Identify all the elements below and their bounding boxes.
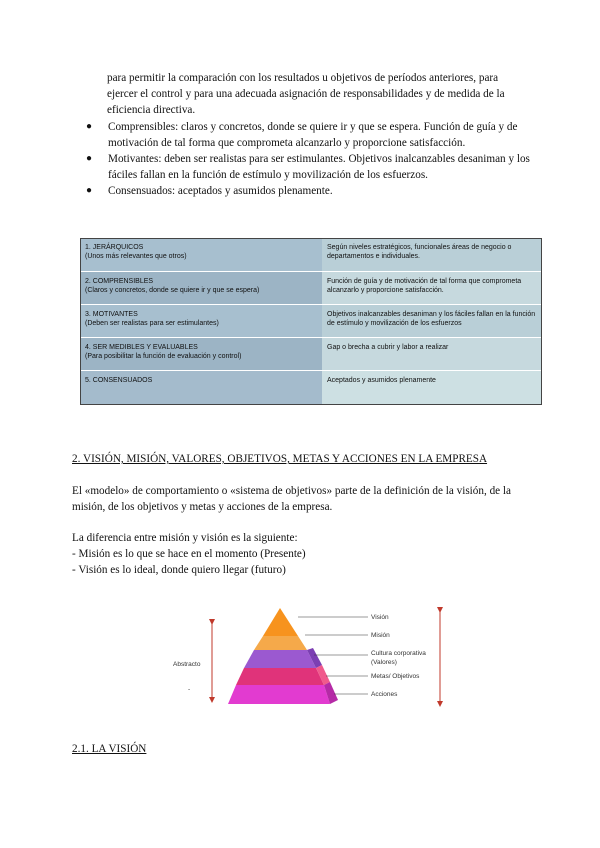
table-cell: 4. SER MEDIBLES Y EVALUABLES (Para posibilitar la función de evaluación y control) [80,337,322,370]
table-cell: Gap o brecha a cubrir y labor a realizar [322,337,542,370]
level-label: Cultura corporativa [371,650,426,657]
table-cell: Según niveles estratégicos, funcionales áreas de negocio o departamentos e individuales. [322,238,542,271]
bullet-icon: ● [86,185,93,196]
pyramid-diagram [140,600,460,720]
difference-block [72,530,532,578]
table-cell: 5. CONSENSUADOS [80,370,322,404]
bullet-icon: ● [86,121,93,132]
subsection-heading: 2.1. LA VISIÓN [72,743,147,755]
table-cell: 3. MOTIVANTES (Deben ser realistas para ser estimulantes) [80,304,322,337]
pyramid-level-cultura [244,650,316,668]
table-cell: Función de guía y de motivación de tal forma que comprometa alcanzarlo y proporcione satisfacción. [322,271,542,304]
table-cell: 1. JERÁRQUICOS (Unos más relevantes que otros) [80,238,322,271]
difference-item: - Misión es lo que se hace en el momento (Presente) [72,548,306,560]
bullet-item: ● Comprensibles: claros y concretos, donde se quiere ir y que se espera. Función de guía y de motivación de tal forma que comprometa alcanzarlo y proporcione satisfacción. [86,121,518,149]
pyramid-level-vision [263,608,298,636]
pyramid-level-metas [236,668,324,685]
level-label: Acciones [371,691,398,698]
table-cell: 2. COMPRENSIBLES (Claros y concretos, donde se quiere ir y que se espera) [80,271,322,304]
table-cell: Objetivos inalcanzables desaniman y los fáciles fallan en la función de estímulo y movilización de los esfuerzos [322,304,542,337]
table-cell: Aceptados y asumidos plenamente [322,370,542,404]
level-label: Visión [371,614,389,621]
intro-continuation: para permitir la comparación con los resultados u objetivos de períodos anteriores, para ejercer el control y para una adecuada asignación de responsabilidades y de medida de la eficiencia directiva. [107,72,505,116]
pyramid-shape [228,608,338,704]
level-label: (Valores) [371,659,397,666]
bullet-item: ● Motivantes: deben ser realistas para ser estimulantes. Objetivos inalcanzables desaniman y los fáciles fallan en la función de estímulo y movilización de los esfuerzos. [86,153,530,181]
difference-item: - Visión es lo ideal, donde quiero llegar (futuro) [72,564,286,576]
section-heading: 2. VISIÓN, MISIÓN, VALORES, OBJETIVOS, METAS Y ACCIONES EN LA EMPRESA [72,453,488,465]
level-label: Misión [371,632,390,639]
bullet-icon: ● [86,153,93,164]
pyramid-level-mision [254,636,307,650]
abstract-label: Abstracto [173,661,201,668]
table-row [80,238,542,271]
level-label: Metas/ Objetivos [371,673,420,680]
table-row [80,337,542,370]
criteria-bullet-list [80,119,540,199]
table-row [80,271,542,304]
bullet-item: ● Consensuados: aceptados y asumidos plenamente. [86,185,333,197]
table-row [80,304,542,337]
model-paragraph: El «modelo» de comportamiento o «sistema de objetivos» parte de la definición de la visión, de la misión, de los objetivos y metas y acciones de la empresa. [72,485,511,513]
pyramid-level-acciones [228,685,330,704]
objectives-criteria-table [80,238,542,405]
concrete-label: - [188,686,191,693]
table-row [80,370,542,404]
difference-intro: La diferencia entre misión y visión es la siguiente: [72,532,298,544]
